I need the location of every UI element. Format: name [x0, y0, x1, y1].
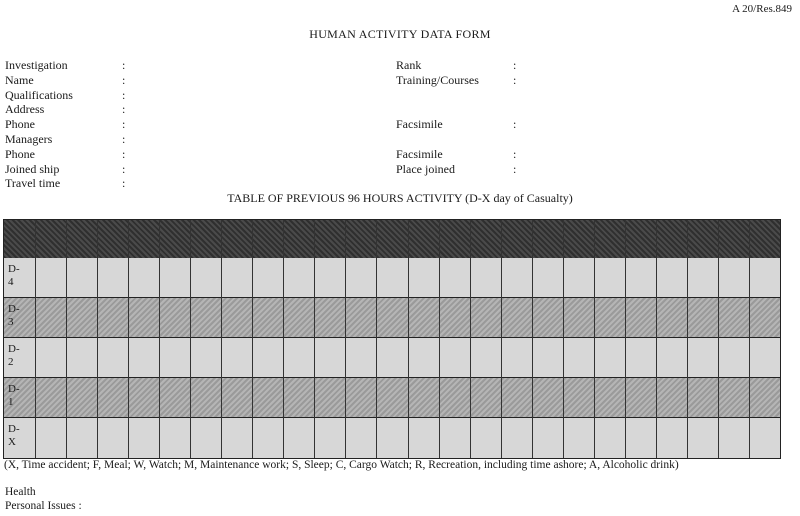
field-label: Joined ship — [5, 161, 60, 176]
field-row-address — [5, 102, 785, 117]
row-label-prefix: D- — [8, 423, 20, 435]
row-label-day: 4 — [8, 276, 14, 288]
field-label: Address — [5, 102, 45, 117]
health-label: Health — [5, 486, 36, 498]
field-label-right: Rank — [396, 58, 422, 72]
activity-table-title: TABLE OF PREVIOUS 96 HOURS ACTIVITY (D-X day of Casualty) — [227, 191, 573, 205]
field-colon: : — [122, 161, 126, 176]
grid-row-d3 — [4, 298, 780, 338]
field-label: Managers — [5, 131, 53, 146]
field-label-right: Facsimile — [396, 146, 443, 161]
field-colon-right: : — [513, 117, 517, 132]
field-colon: : — [122, 146, 126, 161]
personal-issues-label: Personal Issues : — [5, 500, 82, 512]
document-reference: A 20/Res.849 — [732, 3, 792, 15]
field-colon: : — [122, 58, 126, 72]
row-label-day: X — [8, 436, 16, 448]
field-row-name — [5, 73, 785, 88]
grid-row-d2 — [4, 338, 780, 378]
form-title: HUMAN ACTIVITY DATA FORM — [309, 27, 491, 41]
field-label: Phone — [5, 117, 35, 132]
field-colon: : — [122, 176, 126, 191]
row-label-day: 2 — [8, 356, 14, 368]
field-label: Name — [5, 72, 34, 87]
field-colon-right: : — [513, 161, 517, 176]
row-label-prefix: D- — [8, 343, 20, 355]
field-row-investigation — [5, 58, 785, 73]
field-label: Travel time — [5, 176, 61, 191]
row-label-day: 3 — [8, 316, 14, 328]
field-row-managers — [5, 132, 785, 147]
field-row-qualifications — [5, 88, 785, 103]
row-label — [8, 383, 30, 409]
grid-row-dx — [4, 418, 780, 458]
row-label-prefix: D- — [8, 383, 20, 395]
grid-header-band — [4, 220, 780, 259]
field-colon: : — [122, 117, 126, 132]
field-row-phone — [5, 117, 785, 132]
field-colon: : — [122, 102, 126, 117]
field-colon: : — [122, 131, 126, 146]
field-label: Investigation — [5, 58, 68, 72]
field-row-travel-time — [5, 176, 785, 191]
row-label — [8, 343, 30, 369]
field-colon: : — [122, 72, 126, 87]
field-colon-right: : — [513, 146, 517, 161]
field-label: Qualifications — [5, 87, 73, 102]
grid-row-d1 — [4, 378, 780, 418]
field-colon-right: : — [513, 72, 517, 87]
grid-row-d4 — [4, 258, 780, 298]
field-colon-right: : — [513, 58, 517, 72]
personal-details-section — [5, 58, 785, 191]
row-label — [8, 303, 30, 329]
field-label-right: Training/Courses — [396, 72, 479, 87]
field-row-joined-ship — [5, 162, 785, 177]
row-label — [8, 423, 30, 449]
field-row-managers-phone — [5, 147, 785, 162]
row-label-day: 1 — [8, 396, 14, 408]
activity-grid — [3, 219, 781, 459]
activity-legend: (X, Time accident; F, Meal; W, Watch; M, Maintenance work; S, Sleep; C, Cargo Watch; R, Recreation, including time ashore; A, Alcoholic drink) — [4, 459, 679, 471]
field-label: Phone — [5, 146, 35, 161]
field-label-right: Place joined — [396, 161, 455, 176]
row-label — [8, 263, 30, 289]
row-label-prefix: D- — [8, 303, 20, 315]
field-label-right: Facsimile — [396, 117, 443, 132]
field-colon: : — [122, 87, 126, 102]
row-label-prefix: D- — [8, 263, 20, 275]
